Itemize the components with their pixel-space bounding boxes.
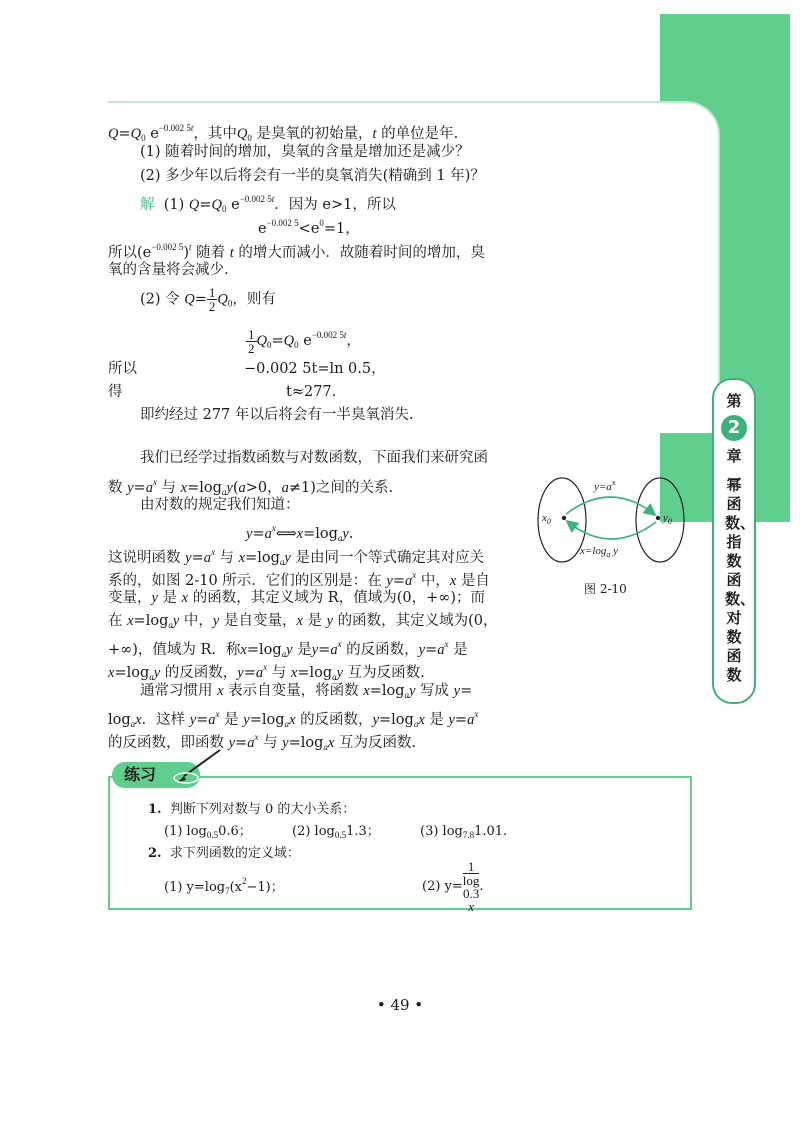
exercise-item: (1) $\log_{0.5}0.6$； (164, 824, 252, 840)
right-point-label: $y_0$ (663, 512, 672, 526)
solution-line-1: 解 (1) $Q=Q_0$ $e^{-0.002 5t}$．因为 e>1，所以 (140, 194, 396, 214)
solution-line-4: 氧的含量将会减少. (108, 262, 229, 278)
exercise-question-1: 1. 判断下列对数与 0 的大小关系： (148, 802, 356, 817)
question-2: (2) 多少年以后将会有一半的臭氧消失(精确到 1 年)？ (140, 168, 485, 184)
paragraph-line: 变量，y 是 x 的函数，其定义域为 R，值域为(0，+∞)；而 (108, 590, 485, 606)
solution-eq-t: t≈277. (286, 384, 337, 400)
paragraph-line: 的反函数，即函数 $y=a^x$ 与 $y=\log_ax$ 互为反函数. (108, 732, 417, 752)
range-point (656, 516, 660, 520)
paragraph-line: +∞)，值域为 R．称$x=\log_ay$ 是$y=a^x$ 的反函数，$y=a^x$ 是 (108, 639, 468, 659)
range-ellipse (636, 478, 684, 562)
chapter-prefix: 第 (726, 392, 742, 410)
solution-label-suoyi: 所以 (108, 361, 137, 377)
paragraph-line: 这说明函数 $y=a^x$ 与 $x=\log_ay$ 是由同一个等式确定其对应关 (108, 547, 484, 567)
inverse-label: $x=\log_a$ y (580, 545, 619, 559)
question-1: (1) 随着时间的增加，臭氧的含量是增加还是减少？ (140, 144, 470, 160)
text-line: $Q=Q_0$ $e^{-0.002 5t}$，其中$Q_0$ 是臭氧的初始量，t 的单位是年. (108, 123, 459, 143)
solution-line-2: $e^{-0.002 5}<e^0=1$， (258, 218, 360, 237)
chapter-suffix: 章 (726, 447, 742, 465)
chapter-title: 幂函数、指数函数、对数函数 (725, 476, 756, 684)
content-panel-corner (630, 101, 720, 433)
arrow-inverse (568, 522, 656, 539)
paragraph-line: 系的，如图 2-10 所示．它们的区别是：在 $y=a^x$ 中，x 是自 (108, 570, 490, 589)
solution-conclusion: 即约经过 277 年以后将会有一半臭氧消失. (140, 407, 414, 423)
equivalence-formula: $y=a^x⟺x=\log_ay$. (246, 523, 354, 543)
exercise-question-2: 2. 求下列函数的定义域： (148, 846, 300, 861)
paragraph-line: 通常习惯用 x 表示自变量，将函数 $x=\log_ay$ 写成 y= (140, 683, 473, 700)
chapter-number: 2 (721, 415, 747, 441)
solution-line-3: 所以$(e^{-0.002 5})^t$ 随着 t 的增大而减小．故随着时间的增加，臭 (108, 242, 485, 261)
solution-label: 解 (140, 197, 155, 213)
exercise-item: (1) $y=\log_7(x^2-1)$； (164, 876, 284, 896)
forward-label: $y=a^x$ (594, 478, 616, 493)
solution-line-5: (2) 令 Q= $\frac{1}{2}$ $Q_0$，则有 (140, 285, 276, 314)
paragraph-line: 由对数的规定我们知道： (140, 497, 300, 513)
page-number: • 49 • (376, 996, 424, 1014)
domain-point (562, 516, 566, 520)
exercise-item: (2) $\log_{0.5}1.3$； (292, 824, 380, 840)
paragraph-line: $\log_ax$．这样 $y=a^x$ 是 $y=\log_ax$ 的反函数，$y=\log_ax$ 是 $y=a^x$ (108, 709, 479, 729)
chapter-side-tab (712, 378, 756, 704)
paragraph-line: $x=\log_ay$ 的反函数，$y=a^x$ 与 $x=\log_ay$ 互为反函数. (108, 662, 425, 682)
figure-mapping-diagram (530, 470, 690, 582)
exercise-title: 练习 (124, 765, 157, 784)
paragraph-line: 在 $x=\log_ay$ 中，y 是自变量，x 是 y 的函数，其定义域为(0， (108, 613, 498, 630)
figure-caption: 图 2-10 (584, 582, 627, 596)
header-frame-line (108, 101, 663, 103)
paragraph-line: 数 $y=a^x$ 与 $x=\log_ay(a>0$，a≠1)之间的关系. (108, 477, 394, 497)
paragraph-line: 我们已经学过指数函数与对数函数，下面我们来研究函 (140, 450, 488, 466)
solution-label-de: 得 (108, 384, 123, 400)
exercise-item: (2) y= 1 log 0.3 x . (422, 859, 484, 914)
left-point-label: $x_0$ (542, 512, 551, 526)
solution-line-6: $\frac{1}{2}$ $Q_0=Q_0$ $e^{-0.002 5t}$， (248, 326, 361, 356)
pen-icon (168, 748, 224, 788)
arrow-forward (566, 497, 654, 514)
exercise-item: (3) $\log_{7.8}1.01$. (420, 824, 508, 840)
solution-eq-ln: −0.002 5t=ln 0.5， (244, 361, 386, 377)
